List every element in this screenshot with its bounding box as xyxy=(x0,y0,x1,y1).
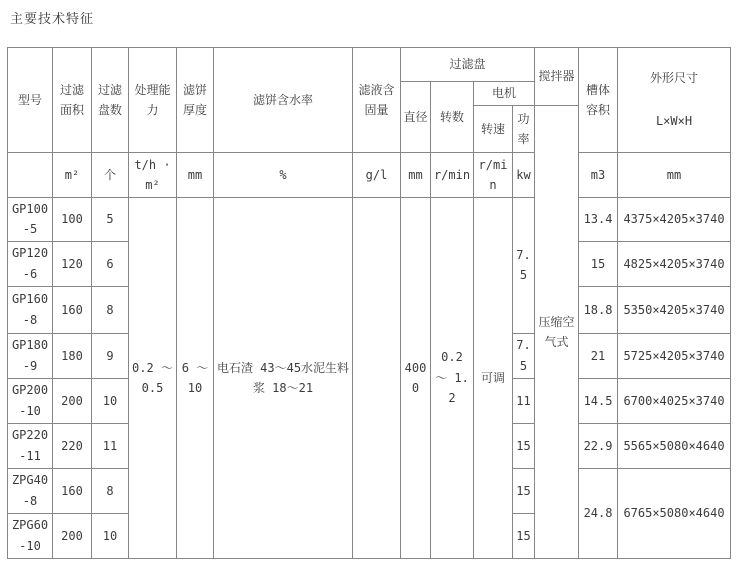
cell-discs: 6 xyxy=(92,241,129,286)
cell-dims: 4825×4205×3740 xyxy=(618,241,731,286)
unit-filter-area: m² xyxy=(53,153,92,198)
cell-dims: 5725×4205×3740 xyxy=(618,333,731,378)
cell-power: 7.5 xyxy=(513,333,535,378)
cell-moisture-shared: 电石渣 43～45水泥生料浆 18～21 xyxy=(214,198,353,559)
unit-filtrate-solids: g/l xyxy=(353,153,401,198)
header-diameter: 直径 xyxy=(401,82,431,153)
cell-model: GP200-10 xyxy=(8,378,53,423)
cell-dims: 5565×5080×4640 xyxy=(618,423,731,468)
unit-diameter: mm xyxy=(401,153,431,198)
cell-power: 15 xyxy=(513,468,535,513)
cell-discs: 10 xyxy=(92,513,129,558)
specs-table xyxy=(7,47,731,559)
cell-thickness-shared: 6 ～ 10 xyxy=(177,198,214,559)
unit-tank-volume: m3 xyxy=(579,153,618,198)
header-rotation: 转数 xyxy=(431,82,474,153)
header-dimensions xyxy=(618,48,731,153)
cell-model: GP100-5 xyxy=(8,198,53,242)
cell-area: 220 xyxy=(53,423,92,468)
cell-volume: 14.5 xyxy=(579,378,618,423)
cell-volume: 22.9 xyxy=(579,423,618,468)
page-title: 主要技术特征 xyxy=(10,12,95,27)
unit-cake-moisture: % xyxy=(214,153,353,198)
header-capacity: 处理能力 xyxy=(129,48,177,153)
header-dimensions-formula: L×W×H xyxy=(655,114,693,128)
cell-capacity-shared: 0.2 ～ 0.5 xyxy=(129,198,177,559)
header-filter-disc-group: 过滤盘 xyxy=(401,48,535,82)
header-cake-thickness: 滤饼厚度 xyxy=(177,48,214,153)
header-cake-moisture: 滤饼含水率 xyxy=(214,48,353,153)
unit-cake-thickness: mm xyxy=(177,153,214,198)
cell-filtrate-solids-shared xyxy=(353,198,401,559)
cell-power: 15 xyxy=(513,513,535,558)
cell-dims: 6700×4025×3740 xyxy=(618,378,731,423)
cell-dims: 6765×5080×4640 xyxy=(618,468,731,558)
header-agitator: 搅拌器 xyxy=(535,48,579,106)
cell-discs: 8 xyxy=(92,286,129,333)
header-tank-volume: 槽体容积 xyxy=(579,48,618,153)
cell-model: GP220-11 xyxy=(8,423,53,468)
cell-power: 15 xyxy=(513,423,535,468)
cell-discs: 10 xyxy=(92,378,129,423)
cell-area: 180 xyxy=(53,333,92,378)
cell-dims: 4375×4205×3740 xyxy=(618,198,731,242)
cell-area: 100 xyxy=(53,198,92,242)
header-motor-power: 功率 xyxy=(513,106,535,153)
cell-area: 200 xyxy=(53,513,92,558)
cell-model: ZPG40-8 xyxy=(8,468,53,513)
cell-volume: 18.8 xyxy=(579,286,618,333)
cell-area: 160 xyxy=(53,468,92,513)
header-disc-count: 过滤盘数 xyxy=(92,48,129,153)
cell-model: GP120-6 xyxy=(8,241,53,286)
units-row xyxy=(8,153,731,198)
cell-volume: 15 xyxy=(579,241,618,286)
cell-area: 200 xyxy=(53,378,92,423)
header-model: 型号 xyxy=(8,48,53,153)
unit-model xyxy=(8,153,53,198)
header-filtrate-solids: 滤液含固量 xyxy=(353,48,401,153)
cell-model: GP180-9 xyxy=(8,333,53,378)
cell-model: GP160-8 xyxy=(8,286,53,333)
cell-power: 7.5 xyxy=(513,198,535,334)
cell-agitator-type: 压缩空气式 xyxy=(535,106,579,559)
unit-motor-power: kw xyxy=(513,153,535,198)
cell-discs: 9 xyxy=(92,333,129,378)
header-filter-area: 过滤面积 xyxy=(53,48,92,153)
table-row xyxy=(8,198,731,242)
header-dimensions-title: 外形尺寸 xyxy=(650,71,699,86)
cell-discs: 8 xyxy=(92,468,129,513)
header-row-1 xyxy=(8,48,731,82)
header-motor-speed: 转速 xyxy=(474,106,513,153)
unit-disc-count: 个 xyxy=(92,153,129,198)
unit-dimensions: mm xyxy=(618,153,731,198)
cell-volume: 24.8 xyxy=(579,468,618,558)
header-motor-group: 电机 xyxy=(474,82,535,106)
cell-motor-speed-shared: 可调 xyxy=(474,198,513,559)
cell-discs: 5 xyxy=(92,198,129,242)
cell-dims: 5350×4205×3740 xyxy=(618,286,731,333)
cell-volume: 13.4 xyxy=(579,198,618,242)
unit-capacity: t/h · m² xyxy=(129,153,177,198)
cell-discs: 11 xyxy=(92,423,129,468)
cell-area: 120 xyxy=(53,241,92,286)
unit-rotation: r/min xyxy=(431,153,474,198)
cell-power: 11 xyxy=(513,378,535,423)
unit-motor-speed: r/min xyxy=(474,153,513,198)
cell-area: 160 xyxy=(53,286,92,333)
cell-diameter-shared: 4000 xyxy=(401,198,431,559)
cell-rotation-shared: 0.2 ～ 1.2 xyxy=(431,198,474,559)
cell-model: ZPG60-10 xyxy=(8,513,53,558)
cell-volume: 21 xyxy=(579,333,618,378)
